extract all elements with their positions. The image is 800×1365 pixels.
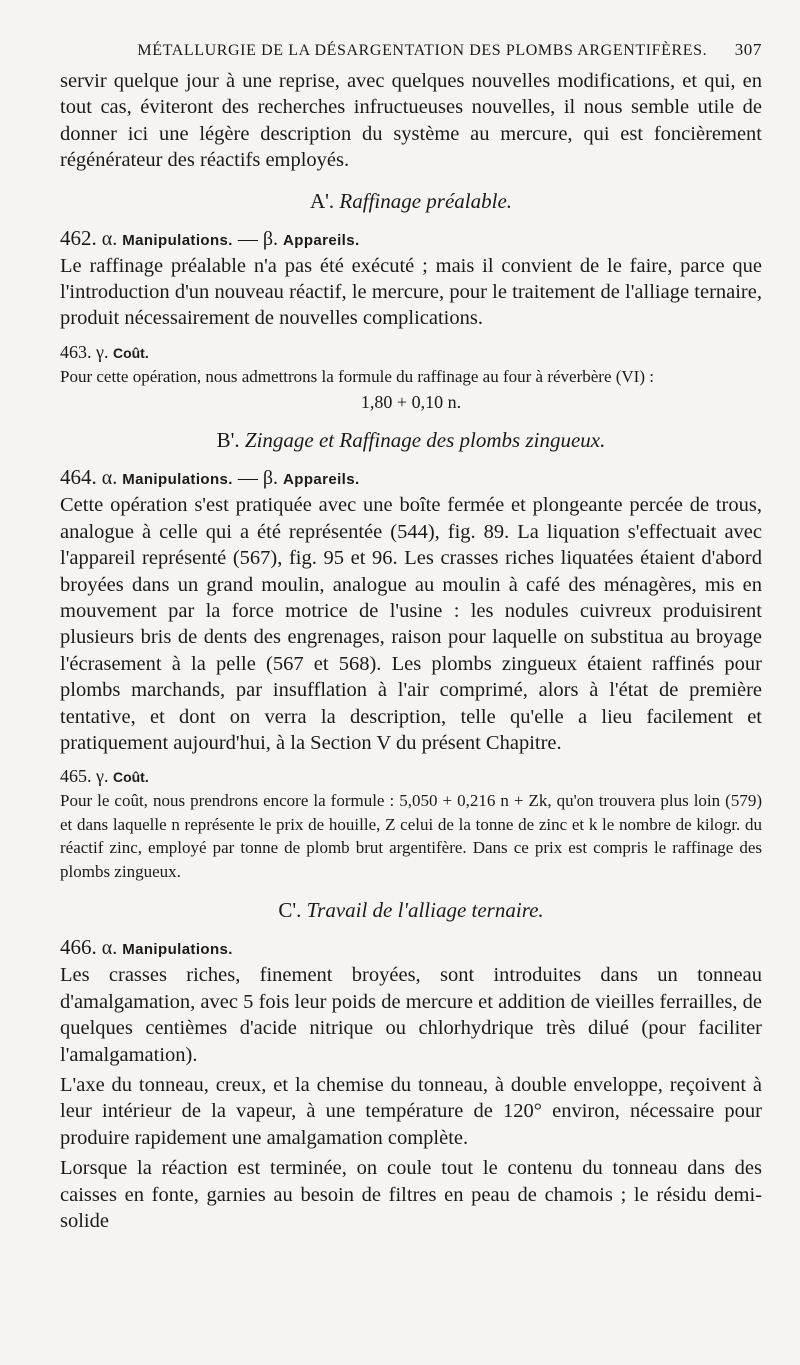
section-title: Zingage et Raffinage des plombs zingueux.: [244, 428, 606, 453]
cout-label: Coût.: [112, 344, 149, 361]
article-number: 464.: [60, 465, 97, 490]
manipulations-label: Manipulations.: [122, 231, 233, 249]
intro-paragraph: servir quelque jour à une reprise, avec quelques nouvelles modifications, et qui, en tout cas, éviteront des recherches infructueuses nouvelles, il nous semble utile de donner ici une légère description du système au mercure, qui est foncièrement régénérateur des réactifs employés.: [60, 70, 762, 172]
article-466-paragraph-2: L'axe du tonneau, creux, et la chemise du tonneau, à double enveloppe, reçoivent à leur intérieur de la vapeur, à une température de 120° environ, nécessaire pour produire rapidement une amalgamation complète.: [60, 1074, 762, 1149]
article-466-paragraph-3: Lorsque la réaction est terminée, on coule tout le contenu du tonneau dans des caisses en fonte, garnies au besoin de filtres en peau de chamois ; le résidu demi-solide: [60, 1157, 762, 1233]
separator: —: [237, 227, 258, 250]
article-465-text: Pour le coût, nous prendrons encore la formule : 5,050 + 0,216 n + Zk, qu'on trouvera plus loin (579) et dans laquelle n représente le prix de houille, Z celui de la tonne de zinc et k le nombre de kilogr. du réactif zinc, employé par tonne de plomb brut argentifère. Dans ce prix est compris le raffinage des plombs zingueux.: [60, 791, 762, 881]
article-463-text: Pour cette opération, nous admettrons la formule du raffinage au four à réverbère (VI) :: [60, 366, 654, 386]
manipulations-label: Manipulations.: [122, 471, 233, 489]
alpha-marker: α.: [101, 937, 118, 960]
article-number: 465.: [60, 766, 92, 787]
article-462-heading: [60, 226, 762, 251]
gamma-marker: γ.: [96, 341, 109, 362]
section-letter: B'.: [216, 428, 240, 453]
alpha-marker: α.: [101, 227, 118, 250]
beta-marker: β.: [262, 227, 279, 250]
formula: 1,80 + 0,10 n.: [360, 392, 462, 413]
manipulations-label: Manipulations.: [122, 941, 233, 959]
running-title: MÉTALLURGIE DE LA DÉSARGENTATION DES PLOMBS ARGENTIFÈRES.: [137, 42, 708, 59]
article-462-text: Le raffinage préalable n'a pas été exécuté ; mais il convient de le faire, parce que l'introduction d'un nouveau réactif, le mercure, pour le traitement de l'alliage ternaire, produit nécessairement de nouvelles complications.: [60, 254, 762, 330]
article-number: 462.: [60, 225, 97, 250]
article-465-heading: [60, 766, 762, 787]
section-letter: A'.: [309, 188, 335, 213]
page-number: 307: [734, 40, 762, 59]
alpha-marker: α.: [101, 467, 118, 490]
section-b-heading: [60, 428, 762, 453]
article-466-heading: [60, 935, 762, 960]
article-464-text: Cette opération s'est pratiquée avec une boîte fermée et plongeante percée de trous, analogue à celle qui a été représentée (544), fig. 89. La liquation s'effectuait avec l'appareil représenté (567), fig. 95 et 96. Les crasses riches liquatées étaient d'abord broyées dans un grand moulin, analogue au moulin à café des ménagères, mis en mouvement par la force motrice de l'usine : les nodules cuivreux produisirent plusieurs bris de dents des engrenages, raison pour laquelle on substitua au broyage l'écrasement à la pelle (567 et 568). Les plombs zingueux étaient raffinés pour plombs marchands, par insufflation à l'air comprimé, alors à l'état de première tentative, et dont on verra la description, telle qu'elle a lieu facilement et pratiquement aujourd'hui, à la Section V du présent Chapitre.: [60, 494, 762, 754]
article-466-paragraph-1: Les crasses riches, finement broyées, sont introduites dans un tonneau d'amalgamation, avec 5 fois leur poids de mercure et addition de vieilles ferrailles, de quelques centièmes d'acide nitrique ou chlorhydrique très dilué (pour faciliter l'amalgamation).: [60, 964, 762, 1066]
section-title: Raffinage préalable.: [339, 188, 513, 213]
appareils-label: Appareils.: [283, 471, 360, 489]
section-letter: C'.: [278, 898, 302, 923]
page-header: [60, 40, 762, 60]
article-463-heading: [60, 342, 762, 363]
section-a-heading: [60, 189, 762, 214]
section-c-heading: [60, 898, 762, 923]
section-title: Travail de l'alliage ternaire.: [306, 898, 544, 923]
article-number: 463.: [60, 341, 92, 362]
appareils-label: Appareils.: [283, 231, 360, 249]
gamma-marker: γ.: [96, 766, 109, 787]
article-464-heading: [60, 465, 762, 490]
cout-label: Coût.: [112, 769, 149, 786]
beta-marker: β.: [262, 467, 279, 490]
article-number: 466.: [60, 935, 97, 960]
separator: —: [237, 467, 258, 490]
